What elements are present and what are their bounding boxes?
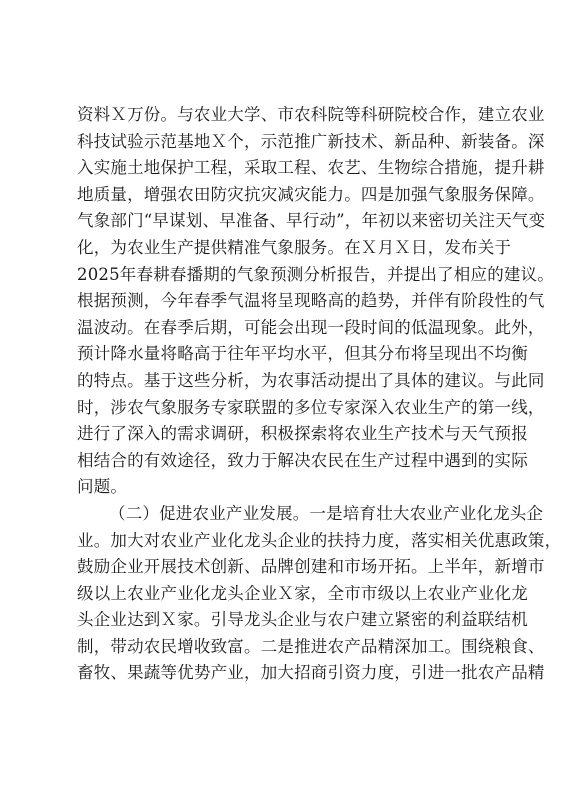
text-line: 头企业达到Ｘ家。引导龙头企业与农户建立紧密的利益联结机: [77, 610, 528, 630]
text-line: 问题。: [77, 477, 128, 497]
text-line: 化，为农业生产提供精准气象服务。在Ｘ月Ｘ日，发布关于: [77, 237, 512, 257]
text-line: 制，带动农民增收致富。二是推进农产品精深加工。围绕粮食、: [77, 636, 545, 656]
text-line: 温波动。在春季后期，可能会出现一段时间的低温现象。此外，: [77, 317, 545, 337]
text-line: 级以上农业产业化龙头企业Ｘ家，全市市级以上农业产业化龙: [77, 583, 528, 603]
text-line: 资料Ｘ万份。与农业大学、市农科院等科研院校合作，建立农业: [77, 105, 545, 124]
text-line: 时，涉农气象服务专家联盟的多位专家深入农业生产的第一线，: [77, 397, 545, 417]
text-line: 相结合的有效途径，致力于解决农民在生产过程中遇到的实际: [77, 450, 528, 470]
text-line: 业。加大对农业产业化龙头企业的扶持力度，落实相关优惠政策，: [77, 530, 562, 550]
text-line: 科技试验示范基地Ｘ个，示范推广新技术、新品种、新装备。深: [77, 131, 545, 151]
text-line: 进行了深入的需求调研，积极探索将农业生产技术与天气预报: [77, 424, 528, 444]
text-line: （二）促进农业产业发展。一是培育壮大农业产业化龙头企: [109, 503, 544, 523]
text-line: 预计降水量将略高于往年平均水平，但其分布将呈现出不均衡: [77, 344, 528, 364]
text-line: 2025年春耕春播期的气象预测分析报告，并提出了相应的建议。: [77, 264, 554, 284]
text-line: 的特点。基于这些分析，为农事活动提出了具体的建议。与此同: [77, 370, 545, 390]
text-line: 畜牧、果蔬等优势产业，加大招商引资力度，引进一批农产品精: [77, 663, 545, 683]
text-line: 气象部门“早谋划、早准备、早行动”，年初以来密切关注天气变: [77, 211, 546, 231]
text-line: 入实施土地保护工程，采取工程、农艺、生物综合措施，提升耕: [77, 158, 545, 178]
text-line: 鼓励企业开展技术创新、品牌创建和市场开拓。上半年，新增市: [77, 557, 545, 577]
body-text: [77, 102, 562, 687]
text-line: 根据预测，今年春季气温将呈现略高的趋势，并伴有阶段性的气: [77, 291, 545, 311]
text-line: 地质量，增强农田防灾抗灾减灾能力。四是加强气象服务保障。: [77, 184, 545, 204]
